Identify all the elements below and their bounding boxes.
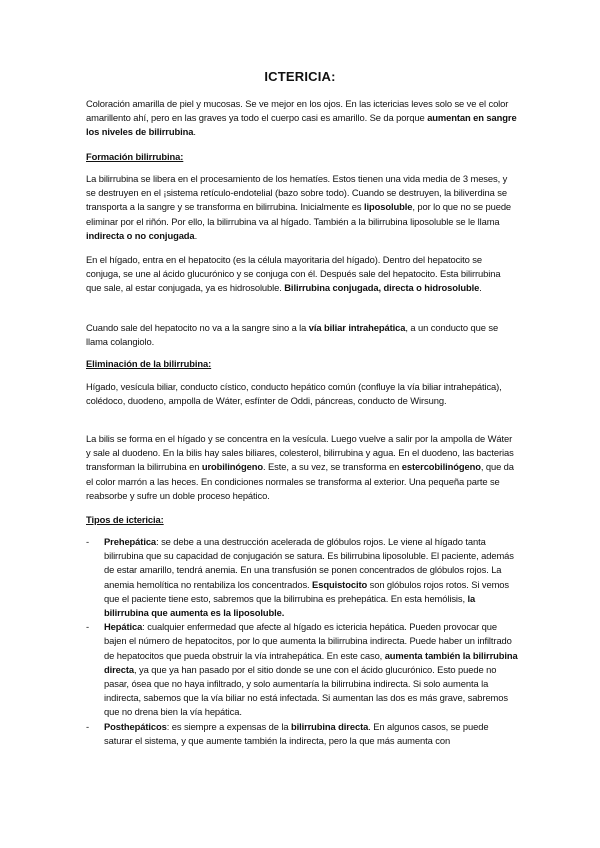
heading-tipos: Tipos de ictericia: — [86, 514, 164, 525]
section-heading-eliminacion — [86, 357, 518, 371]
text-run: La bilis se forma en el hígado y se concentra en la vesícula. Luego vuelve a salir por la ampolla de Wáter y sale al duodeno. En la bilis hay sales biliares, colesterol, bilirrubina y agua. En el duodeno, las bacterias transforman la bilirrubina en — [86, 433, 514, 473]
eliminacion-paragraph-2 — [86, 432, 518, 503]
intro-text-end: . — [193, 126, 196, 138]
bold-run: bilirrubina directa — [290, 720, 369, 732]
intro-bold-text: aumentan en sangre los niveles de bilirrubina — [86, 112, 517, 138]
eliminacion-paragraph-1 — [86, 380, 518, 408]
text-run: . — [194, 229, 198, 241]
text-run: , ya que ya han pasado por el sitio donde se une con el ácido glucurónico. Esto puede no pasar, ósea que no haya infiltrado, y solo aumentaría la bilirrubina indirecta. Si solo aumenta la indirecta, sabemos que la vía biliar no está infectada. Si aumentan las dos es más grave, sabremos que no drena bien la vía hepática. — [104, 663, 508, 718]
section-heading-tipos — [86, 513, 518, 527]
bold-run: urobilinógeno — [201, 461, 264, 473]
bold-run: Hepática — [104, 621, 143, 633]
intro-text: Coloración amarilla de piel y mucosas. Se ve mejor en los ojos. En las ictericias leves solo se ve el color amarillento ahí, pero en las graves ya todo el cuerpo casi es amarillo. Se da porque — [86, 98, 509, 124]
list-item-hepatica — [86, 620, 518, 719]
bold-run: Bilirrubina conjugada, directa o hidrosoluble — [284, 282, 480, 294]
list-item-prehepatica — [86, 535, 518, 620]
formacion-paragraph-1 — [86, 172, 518, 243]
text-run: . — [479, 282, 482, 294]
text-run: , que da el color marrón a las heces. En condiciones normales se transforma al exterior. Una pequeña parte se reabsorbe y sufre un doble proceso hepático. — [86, 461, 514, 501]
text-run: . En algunos casos, se puede saturar el sistema, y que aumente también la indirecta, pero la que más aumenta con — [104, 720, 489, 746]
formacion-paragraph-2 — [86, 253, 518, 296]
bold-run: indirecta o no conjugada — [86, 229, 195, 241]
text-run: , por lo que no se puede eliminar por el riñón. Por ello, la bilirrubina va al hígado. También a la bilirrubina liposoluble se le llama — [86, 201, 512, 227]
document-title: ICTERICIA: — [264, 69, 336, 84]
text-run: . Este, a su vez, se transforma en — [263, 461, 402, 473]
formacion-paragraph-3 — [86, 321, 518, 349]
bold-run: estercobilinógeno — [401, 461, 481, 473]
bold-run: la bilirrubina que aumenta es la liposoluble. — [104, 592, 476, 619]
bold-run: Esquistocito — [312, 578, 368, 590]
bullet-dash: - — [86, 621, 90, 633]
intro-paragraph — [86, 97, 518, 140]
list-item-posthepaticos — [86, 720, 518, 748]
text-run: , a un conducto que se llama colangiolo. — [86, 322, 499, 348]
text-run: La bilirrubina se libera en el procesamiento de los hematíes. Estos tienen una vida media de 3 meses, y se destruyen en el ¡sistema retículo-endotelial (bazo sobre todo). Cuando se destruyen, la biliverdina se transporta a la sangre y se transforma en bilirrubina. Inicialmente es — [86, 173, 508, 213]
bold-run: Prehepática — [104, 536, 157, 547]
bold-run: aumenta también la bilirrubina directa — [104, 649, 518, 675]
heading-formacion: Formación bilirrubina: — [86, 151, 184, 162]
text-run: En el hígado, entra en el hepatocito (es la célula mayoritaria del hígado). Dentro del hepatocito se conjuga, se une al ácido glucurónico y se conjuga con él. Después sale del hepatocito. Esta bilirrubina que sale, al estar conjugada, ya es hidrosoluble. — [86, 254, 501, 294]
section-heading-formacion — [86, 150, 518, 164]
text-run: : se debe a una destrucción acelerada de glóbulos rojos. Le viene al hígado tanta bilirrubina que su capacidad de conjugación se satura. Es bilirrubina liposoluble. El paciente, además de estar amarillo, tendrá anemia. En una transfusión se ponen concentrados de glóbulos rojos. La anemia hemolítica no rentabiliza los concentrados. — [104, 536, 514, 590]
text-run: : es siempre a expensas de la — [166, 720, 291, 732]
bullet-dash: - — [86, 536, 90, 547]
heading-eliminacion: Eliminación de la bilirrubina: — [86, 358, 212, 369]
bold-run: vía biliar intrahepática — [308, 322, 406, 333]
tipos-list — [86, 535, 518, 748]
bullet-dash: - — [86, 720, 90, 732]
text-run: son glóbulos rojos rotos. Si vemos que el paciente tiene esto, sabremos que la bilirrubina es prehepática. En esta hemólisis, — [104, 578, 509, 604]
bold-run: Posthepáticos — [104, 720, 167, 732]
eliminacion-text: Hígado, vesícula biliar, conducto cístico, conducto hepático común (confluye la vía biliar intrahepática), colédoco, duodeno, ampolla de Wáter, esfínter de Oddi, páncreas, conducto de Wirsung. — [86, 381, 502, 407]
text-run: : cualquier enfermedad que afecte al hígado es ictericia hepática. Pueden provocar que bajen el número de hepatocitos, por lo que aumenta la bilirrubina indirecta. Puede haber un infiltrado de hepatocitos que pueda obstruir la vía intrahepática. En este caso, — [104, 621, 512, 661]
bold-run: liposoluble — [363, 201, 413, 213]
text-run: Cuando sale del hepatocito no va a la sangre sino a la — [86, 322, 309, 333]
